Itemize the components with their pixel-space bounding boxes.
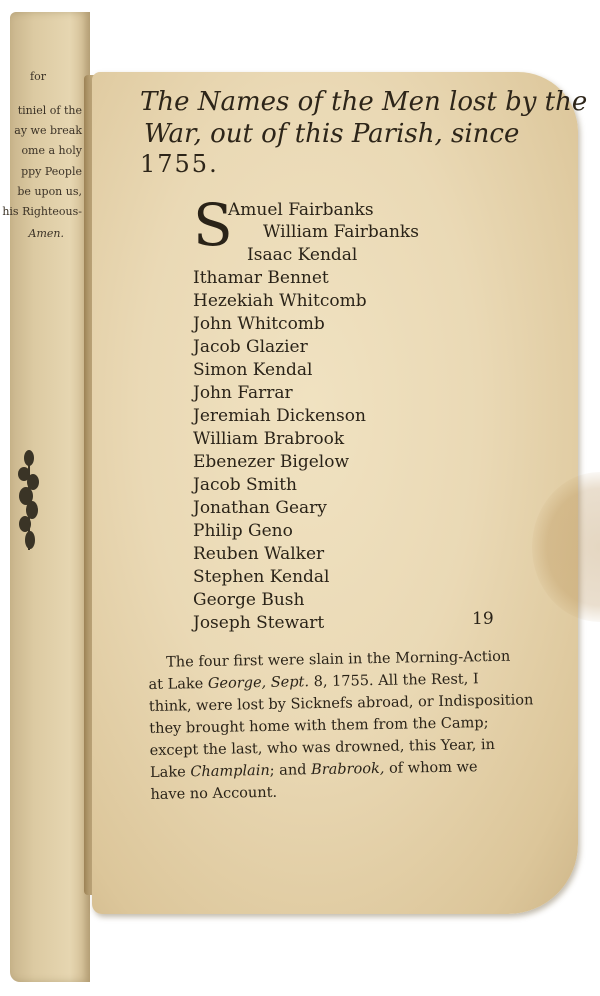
list-item: Stephen Kendal [193, 567, 330, 587]
list-item: Hezekiah Whitcomb [193, 291, 367, 311]
left-page-text: tiniel of the [17, 104, 82, 117]
list-item: John Farrar [193, 383, 293, 403]
note-line: have no Account. [150, 784, 278, 803]
list-item: Jacob Glazier [193, 337, 308, 357]
left-page-text: ppy People [21, 165, 82, 178]
left-page-text: ome a holy [21, 144, 82, 157]
note-line: Lake Champlain; and Brabrook, of whom we [149, 759, 478, 781]
list-item: Jonathan Geary [193, 498, 327, 518]
list-item: Philip Geno [193, 521, 293, 541]
title-line: War, out of this Parish, since [144, 119, 520, 149]
list-item: Ebenezer Bigelow [193, 452, 350, 472]
footnote-paragraph [148, 645, 534, 806]
note-line: The four first were slain in the Morning-Action [166, 648, 511, 671]
left-page-text: his Righteous- [2, 205, 82, 218]
left-page-text: for [30, 70, 46, 83]
drop-cap: S [193, 191, 233, 259]
list-item: Ithamar Bennet [193, 268, 329, 288]
title-line: The Names of the Men lost by the [140, 87, 588, 117]
list-item: William Brabrook [193, 429, 345, 449]
left-page-text: be upon us, [17, 185, 82, 198]
list-item: George Bush [193, 590, 305, 610]
floral-ornament-icon [18, 448, 40, 553]
water-stain [532, 472, 600, 622]
left-page-text: ay we break [14, 124, 82, 137]
left-page-text: Amen. [28, 227, 64, 240]
list-item: Isaac Kendal [247, 245, 358, 265]
list-item: Jeremiah Dickenson [193, 406, 366, 426]
list-item: Jacob Smith [193, 475, 297, 495]
list-item: Simon Kendal [193, 360, 313, 380]
list-item: William Fairbanks [263, 222, 419, 242]
note-line: think, were lost by Sicknefs abroad, or Indisposition [148, 692, 534, 715]
note-line: at Lake George, Sept. 8, 1755. All the Rest, I [148, 671, 479, 693]
page-title [140, 86, 588, 150]
list-item: Reuben Walker [193, 544, 325, 564]
note-line: they brought home with them from the Camp; [149, 715, 489, 737]
list-item: Amuel Fairbanks [228, 200, 374, 220]
list-item: John Whitcomb [193, 314, 325, 334]
title-year: 1755. [140, 150, 219, 178]
list-item: Joseph Stewart [193, 613, 325, 633]
page-number: 19 [472, 609, 494, 629]
note-line: except the last, who was drowned, this Year, in [149, 736, 496, 759]
